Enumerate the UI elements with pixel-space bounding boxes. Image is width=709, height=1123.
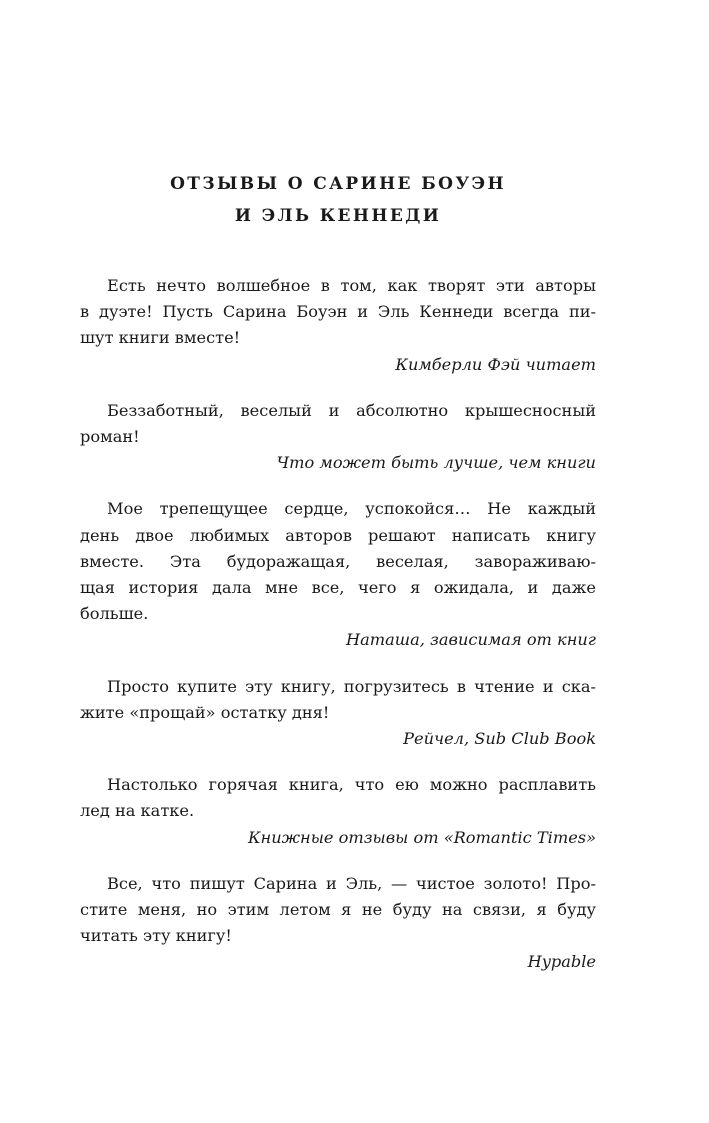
review-item: [80, 674, 596, 753]
review-source: Наташа, зависимая от книг: [346, 630, 596, 650]
review-quote-line: щая история дала мне все, чего я ожидала, и даже: [80, 578, 596, 598]
review-quote-line: роман!: [80, 427, 140, 447]
reviews-list: [80, 273, 596, 996]
review-quote-line: вместе. Эта будоражащая, веселая, завораживаю-: [80, 551, 596, 571]
review-quote: [80, 496, 596, 627]
page-title-line-1: ОТЗЫВЫ О САРИНЕ БОУЭН: [170, 174, 506, 194]
review-quote: [80, 674, 596, 726]
review-item: [80, 398, 596, 477]
review-quote-line: шут книги вместе!: [80, 328, 241, 348]
review-quote: [80, 871, 596, 950]
review-quote-line: Просто купите эту книгу, погрузитесь в чтение и ска-: [107, 676, 596, 696]
review-quote-line: читать эту книгу!: [80, 926, 232, 946]
review-quote-line: Беззаботный, веселый и абсолютно крышесносный: [107, 400, 596, 420]
review-quote-line: Настолько горячая книга, что ею можно расплавить: [107, 775, 596, 795]
review-quote-line: жите «прощай» остатку дня!: [80, 702, 330, 722]
review-quote: [80, 398, 596, 450]
review-item: [80, 772, 596, 851]
page-title-line-2: И ЭЛЬ КЕННЕДИ: [234, 206, 442, 226]
review-source: Что может быть лучше, чем книги: [276, 453, 596, 473]
review-source: Hypable: [527, 952, 596, 972]
review-quote-line: стите меня, но этим летом я не буду на связи, я буду: [80, 900, 596, 920]
review-quote-line: Мое трепещущее сердце, успокойся… Не каждый: [107, 499, 596, 519]
review-source: Кимберли Фэй читает: [395, 354, 596, 374]
review-quote-line: лед на катке.: [80, 801, 195, 821]
review-source: Книжные отзывы от «Romantic Times»: [248, 827, 596, 847]
review-item: [80, 871, 596, 976]
review-quote: [80, 772, 596, 824]
review-quote-line: день двое любимых авторов решают написать книгу: [80, 525, 596, 545]
review-quote-line: Есть нечто волшебное в том, как творят эти авторы: [107, 276, 596, 295]
review-quote-line: больше.: [80, 604, 149, 624]
review-quote-line: в дуэте! Пусть Сарина Боуэн и Эль Кеннеди всегда пи-: [80, 302, 596, 322]
review-item: [80, 273, 596, 378]
review-quote-line: Все, что пишут Сарина и Эль, — чистое золото! Про-: [107, 873, 596, 893]
review-quote: [80, 273, 596, 352]
review-item: [80, 496, 596, 653]
review-source: Рейчел, Sub Club Book: [403, 729, 596, 749]
